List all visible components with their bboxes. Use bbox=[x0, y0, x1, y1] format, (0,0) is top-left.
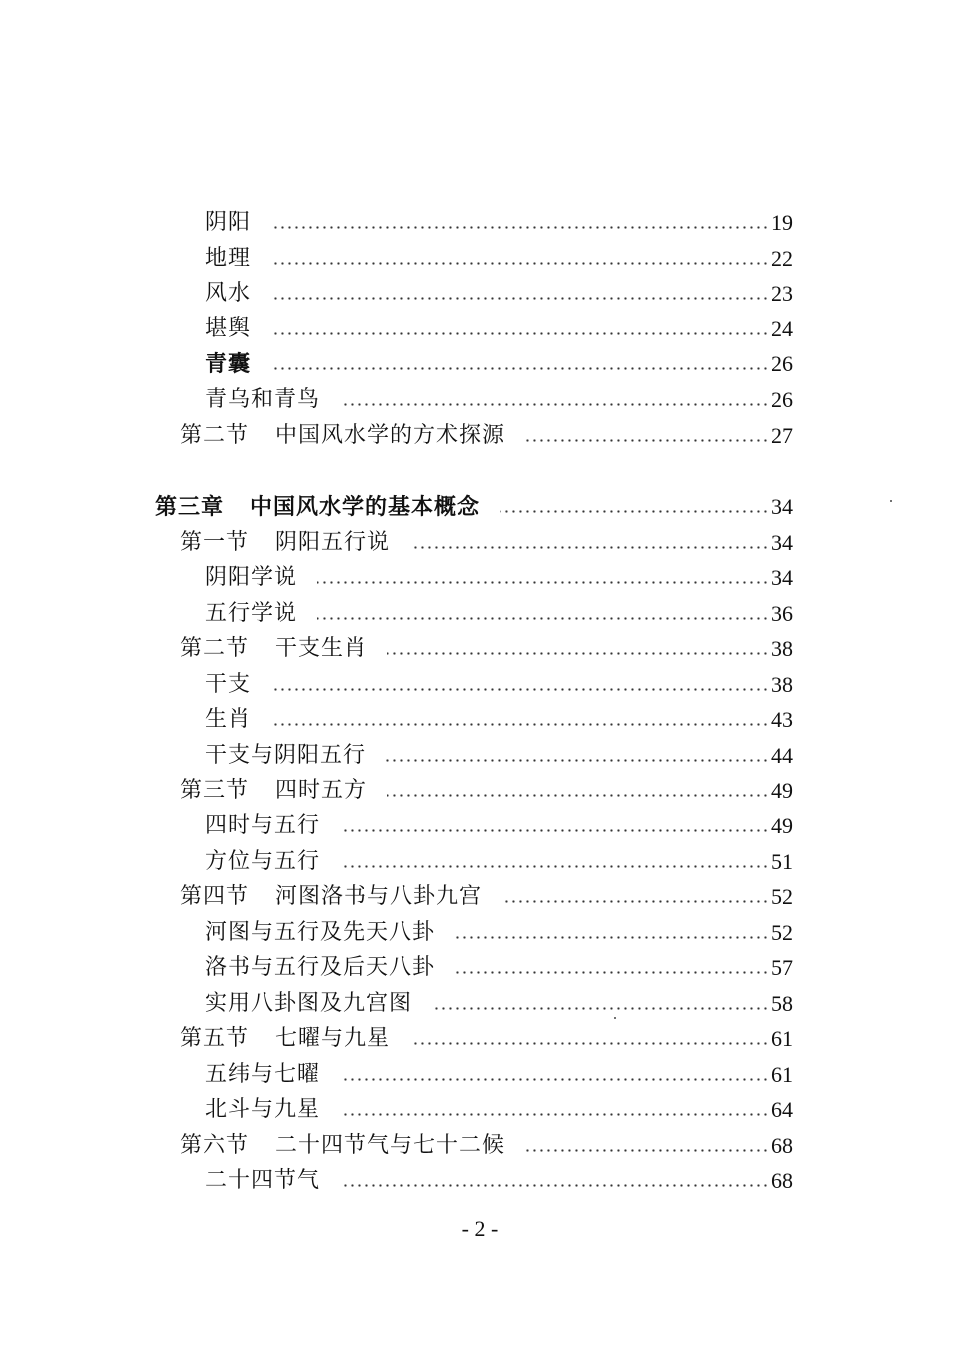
toc-section-entry bbox=[180, 526, 793, 560]
toc-entry-label: 堪舆 bbox=[205, 316, 252, 341]
dot-leader bbox=[525, 439, 769, 442]
toc-section-title: 二十四节气与七十二候 bbox=[275, 1133, 506, 1158]
toc-section-title: 河图洛书与八卦九宫 bbox=[275, 884, 483, 909]
dot-leader bbox=[340, 1113, 769, 1116]
toc-page-number: 26 bbox=[771, 387, 793, 412]
dot-leader bbox=[410, 1042, 769, 1045]
toc-chapter-title: 中国风水学的基本概念 bbox=[250, 494, 481, 520]
toc-page-number: 58 bbox=[771, 991, 793, 1016]
toc-entry bbox=[205, 1058, 793, 1092]
toc-chapter-entry bbox=[155, 490, 793, 524]
dot-leader bbox=[271, 332, 769, 335]
dot-leader bbox=[525, 1149, 769, 1152]
toc-entry bbox=[205, 347, 793, 381]
toc-entry-label: 洛书与五行及后天八卦 bbox=[205, 955, 436, 980]
dot-leader bbox=[271, 367, 769, 370]
dot-leader bbox=[455, 936, 769, 939]
toc-page-number: 51 bbox=[771, 849, 793, 874]
dot-leader bbox=[340, 865, 769, 868]
toc-entry bbox=[205, 383, 793, 417]
toc-entry-label: 阴阳学说 bbox=[205, 565, 298, 590]
toc-section-entry bbox=[180, 774, 793, 808]
toc-section-entry bbox=[180, 632, 793, 666]
toc-entry bbox=[205, 668, 793, 702]
toc-entry-label: 风水 bbox=[205, 281, 252, 306]
dot-leader bbox=[432, 1007, 769, 1010]
dot-leader bbox=[271, 262, 769, 265]
toc-entry-label: 青乌和青鸟 bbox=[205, 387, 321, 412]
toc-chapter-label: 第三章 bbox=[155, 494, 225, 520]
toc-section-label: 第三节 bbox=[180, 778, 250, 803]
toc-entry bbox=[205, 206, 793, 240]
toc-section-label: 第六节 bbox=[180, 1133, 250, 1158]
dot-leader bbox=[387, 652, 769, 655]
dot-leader bbox=[340, 1184, 769, 1187]
toc-page-number: 22 bbox=[771, 246, 793, 271]
dot-leader bbox=[455, 971, 769, 974]
toc-page-number: 49 bbox=[771, 813, 793, 838]
toc-section-title: 阴阳五行说 bbox=[275, 530, 391, 555]
scan-speck bbox=[614, 1017, 616, 1019]
toc-page-number: 52 bbox=[771, 920, 793, 945]
toc-entry bbox=[205, 845, 793, 879]
toc-entry bbox=[205, 951, 793, 985]
toc-entry-label: 干支 bbox=[205, 672, 252, 697]
toc-section-label: 第二节 bbox=[180, 636, 250, 661]
toc-entry-label: 方位与五行 bbox=[205, 849, 321, 874]
toc-entry bbox=[205, 1093, 793, 1127]
toc-section-label: 第五节 bbox=[180, 1026, 250, 1051]
toc-section-title: 七曜与九星 bbox=[275, 1026, 391, 1051]
toc-entry-label: 五行学说 bbox=[205, 601, 298, 626]
toc-section-entry bbox=[180, 1022, 793, 1056]
toc-page-number: 19 bbox=[771, 210, 793, 235]
toc-entry-label: 干支与阴阳五行 bbox=[205, 743, 367, 768]
toc-section-label: 第四节 bbox=[180, 884, 250, 909]
toc-page-number: 52 bbox=[771, 884, 793, 909]
dot-leader bbox=[271, 688, 769, 691]
page-number: - 2 - bbox=[461, 1216, 499, 1241]
toc-page-number: 38 bbox=[771, 636, 793, 661]
toc-page-number: 61 bbox=[771, 1062, 793, 1087]
toc-entry bbox=[205, 277, 793, 311]
toc-entry bbox=[205, 561, 793, 595]
toc-section-title: 四时五方 bbox=[275, 778, 368, 803]
dot-leader bbox=[271, 297, 769, 300]
toc-entry bbox=[205, 739, 793, 773]
dot-leader bbox=[410, 546, 769, 549]
toc-page-number: 57 bbox=[771, 955, 793, 980]
toc-page-number: 24 bbox=[771, 316, 793, 341]
toc-entry bbox=[205, 1164, 793, 1198]
toc-entry-label: 阴阳 bbox=[205, 210, 252, 235]
dot-leader bbox=[271, 226, 769, 229]
toc-page-number: 68 bbox=[771, 1168, 793, 1193]
toc-entry-label: 实用八卦图及九宫图 bbox=[205, 991, 413, 1016]
toc-entry bbox=[205, 916, 793, 950]
toc-page-number: 34 bbox=[771, 565, 793, 590]
toc-entry bbox=[205, 312, 793, 346]
dot-leader bbox=[500, 510, 769, 513]
dot-leader bbox=[386, 759, 769, 762]
toc-entry-label: 生肖 bbox=[205, 707, 252, 732]
toc-page-number: 36 bbox=[771, 601, 793, 626]
dot-leader bbox=[502, 900, 769, 903]
dot-leader bbox=[387, 794, 769, 797]
toc-entry bbox=[205, 597, 793, 631]
toc-section-title: 干支生肖 bbox=[275, 636, 368, 661]
toc-page-number: 64 bbox=[771, 1097, 793, 1122]
dot-leader bbox=[340, 829, 769, 832]
toc-page-number: 38 bbox=[771, 672, 793, 697]
toc-page-number: 68 bbox=[771, 1133, 793, 1158]
toc-entry-label: 二十四节气 bbox=[205, 1168, 321, 1193]
scan-speck bbox=[890, 500, 892, 502]
toc-section-entry bbox=[180, 880, 793, 914]
toc-entry-label: 北斗与九星 bbox=[205, 1097, 321, 1122]
toc-page-number: 61 bbox=[771, 1026, 793, 1051]
toc-page-number: 34 bbox=[771, 494, 793, 519]
toc-page-number: 34 bbox=[771, 530, 793, 555]
toc-page-number: 27 bbox=[771, 423, 793, 448]
toc-section-label: 第一节 bbox=[180, 530, 250, 555]
dot-leader bbox=[271, 723, 769, 726]
toc-page-number: 23 bbox=[771, 281, 793, 306]
toc-page-number: 43 bbox=[771, 707, 793, 732]
toc-entry bbox=[205, 987, 793, 1021]
toc-entry-label: 四时与五行 bbox=[205, 813, 321, 838]
toc-entry bbox=[205, 703, 793, 737]
toc-page-number: 26 bbox=[771, 351, 793, 376]
toc-section-title: 中国风水学的方术探源 bbox=[275, 423, 506, 448]
toc-entry-label: 河图与五行及先天八卦 bbox=[205, 920, 436, 945]
toc-page-number: 44 bbox=[771, 743, 793, 768]
toc-entry-label: 地理 bbox=[205, 246, 252, 271]
toc-entry-label: 五纬与七曜 bbox=[205, 1062, 321, 1087]
toc-section-entry bbox=[180, 419, 793, 453]
toc-section-entry bbox=[180, 1129, 793, 1163]
toc-entry bbox=[205, 242, 793, 276]
toc-page-number: 49 bbox=[771, 778, 793, 803]
dot-leader bbox=[317, 581, 769, 584]
dot-leader bbox=[340, 1078, 769, 1081]
toc-entry bbox=[205, 809, 793, 843]
dot-leader bbox=[340, 403, 769, 406]
toc-section-label: 第二节 bbox=[180, 423, 250, 448]
dot-leader bbox=[317, 617, 769, 620]
toc-entry-label: 青囊 bbox=[205, 351, 252, 377]
